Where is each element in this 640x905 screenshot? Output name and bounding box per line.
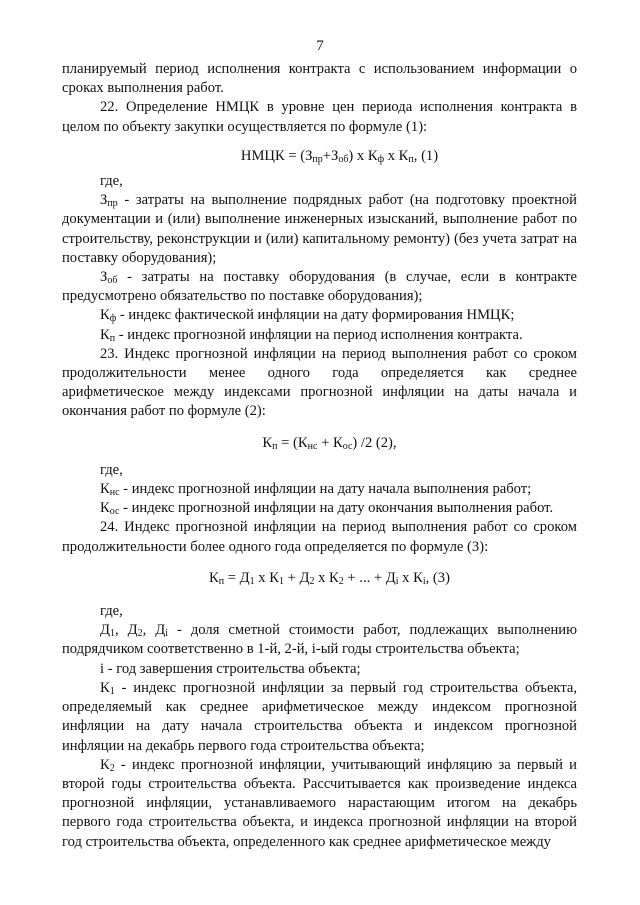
definition-k-p: $К_п$ - индекс прогнозной инфляции на период исполнения контракта. bbox=[100, 326, 523, 344]
definition-i: i - год завершения строительства объекта; bbox=[100, 660, 361, 677]
definition-k-f: $К_ф$ - индекс фактической инфляции на дату формирования НМЦК; bbox=[100, 307, 515, 325]
formula-3: $К_п = Д_1$ x $К_1 + Д_2$ x $К_2$ + ... + $Д_i$ x $К_i$, (3) bbox=[209, 569, 450, 587]
definition-k1: $К_1$ - индекс прогнозной инфляции за первый год строительства объекта, определяемый как среднее арифметическое между индексом прогнозной инфляции на дату начала строительства объекта и индексом прогнозной инфляции на декабрь первого года строительства объекта; bbox=[62, 679, 577, 754]
formula-2: $К_п = (К_{нс} + К_{ос})$ /2 (2), bbox=[262, 434, 397, 452]
definition-z-ob: $З_{об}$ - затраты на поставку оборудования (в случае, если в контракте предусмотрено обязательство по поставке оборудования); bbox=[62, 269, 577, 305]
where-label-1: где, bbox=[100, 173, 123, 190]
page-number: 7 bbox=[316, 38, 324, 54]
paragraph-24: 24. Индекс прогнозной инфляции на период выполнения работ со сроком продолжительности более одного года определяется по формуле (3): bbox=[62, 519, 577, 555]
paragraph-23-line-2: продолжительности менее одного года определяется как среднее bbox=[62, 365, 577, 382]
definition-k-os: $К_{ос}$ - индекс прогнозной инфляции на дату окончания выполнения работ. bbox=[100, 500, 554, 518]
paragraph-intro: планируемый период исполнения контракта с использованием информации о сроках выполнения работ. bbox=[62, 61, 577, 97]
definition-d-i: $Д_1$, $Д_2$, $Д_i$ - доля сметной стоимости работ, подлежащих выполнению подрядчиком соответственно в 1-й, 2-й, i-ый годы строительства объекта; bbox=[62, 622, 577, 658]
formula-1: НМЦК = $(З_{пр}+З_{об})$ x $К_ф$ x $К_п$, (1) bbox=[240, 147, 439, 165]
where-label-2: где, bbox=[100, 461, 123, 478]
paragraph-23-rest: арифметическое между индексами прогнозной инфляции на даты начала и окончания работ по формуле (2): bbox=[62, 384, 577, 420]
paragraph-23-line-1: 23. Индекс прогнозной инфляции на период выполнения работ со сроком bbox=[100, 345, 577, 362]
definition-z-pr: $З_{пр}$ - затраты на выполнение подрядных работ (на подготовку проектной документации и (или) выполнение инженерных изысканий, выполнение работ по строительству, реконструкции и (или) капитальному ремонту) (без учета затрат на поставку оборудования); bbox=[62, 192, 577, 266]
definition-k2: $К_2$ - индекс прогнозной инфляции, учитывающий инфляцию за первый и второй годы строительства объекта. Рассчитывается как произведение индекса прогнозной инфляции, устанавливаемого нарастающим итогом на декабрь первого года строительства объекта, и индекса прогнозной инфляции на второй год строительства объекта, определенного как среднее арифметическое между bbox=[62, 756, 577, 850]
definition-k-ns: $К_{нс}$ - индекс прогнозной инфляции на дату начала выполнения работ; bbox=[100, 481, 532, 499]
paragraph-22: 22. Определение НМЦК в уровне цен периода исполнения контракта в целом по объекту закупки осуществляется по формуле (1): bbox=[62, 99, 577, 135]
where-label-3: где, bbox=[100, 603, 123, 620]
document-body bbox=[62, 60, 577, 852]
